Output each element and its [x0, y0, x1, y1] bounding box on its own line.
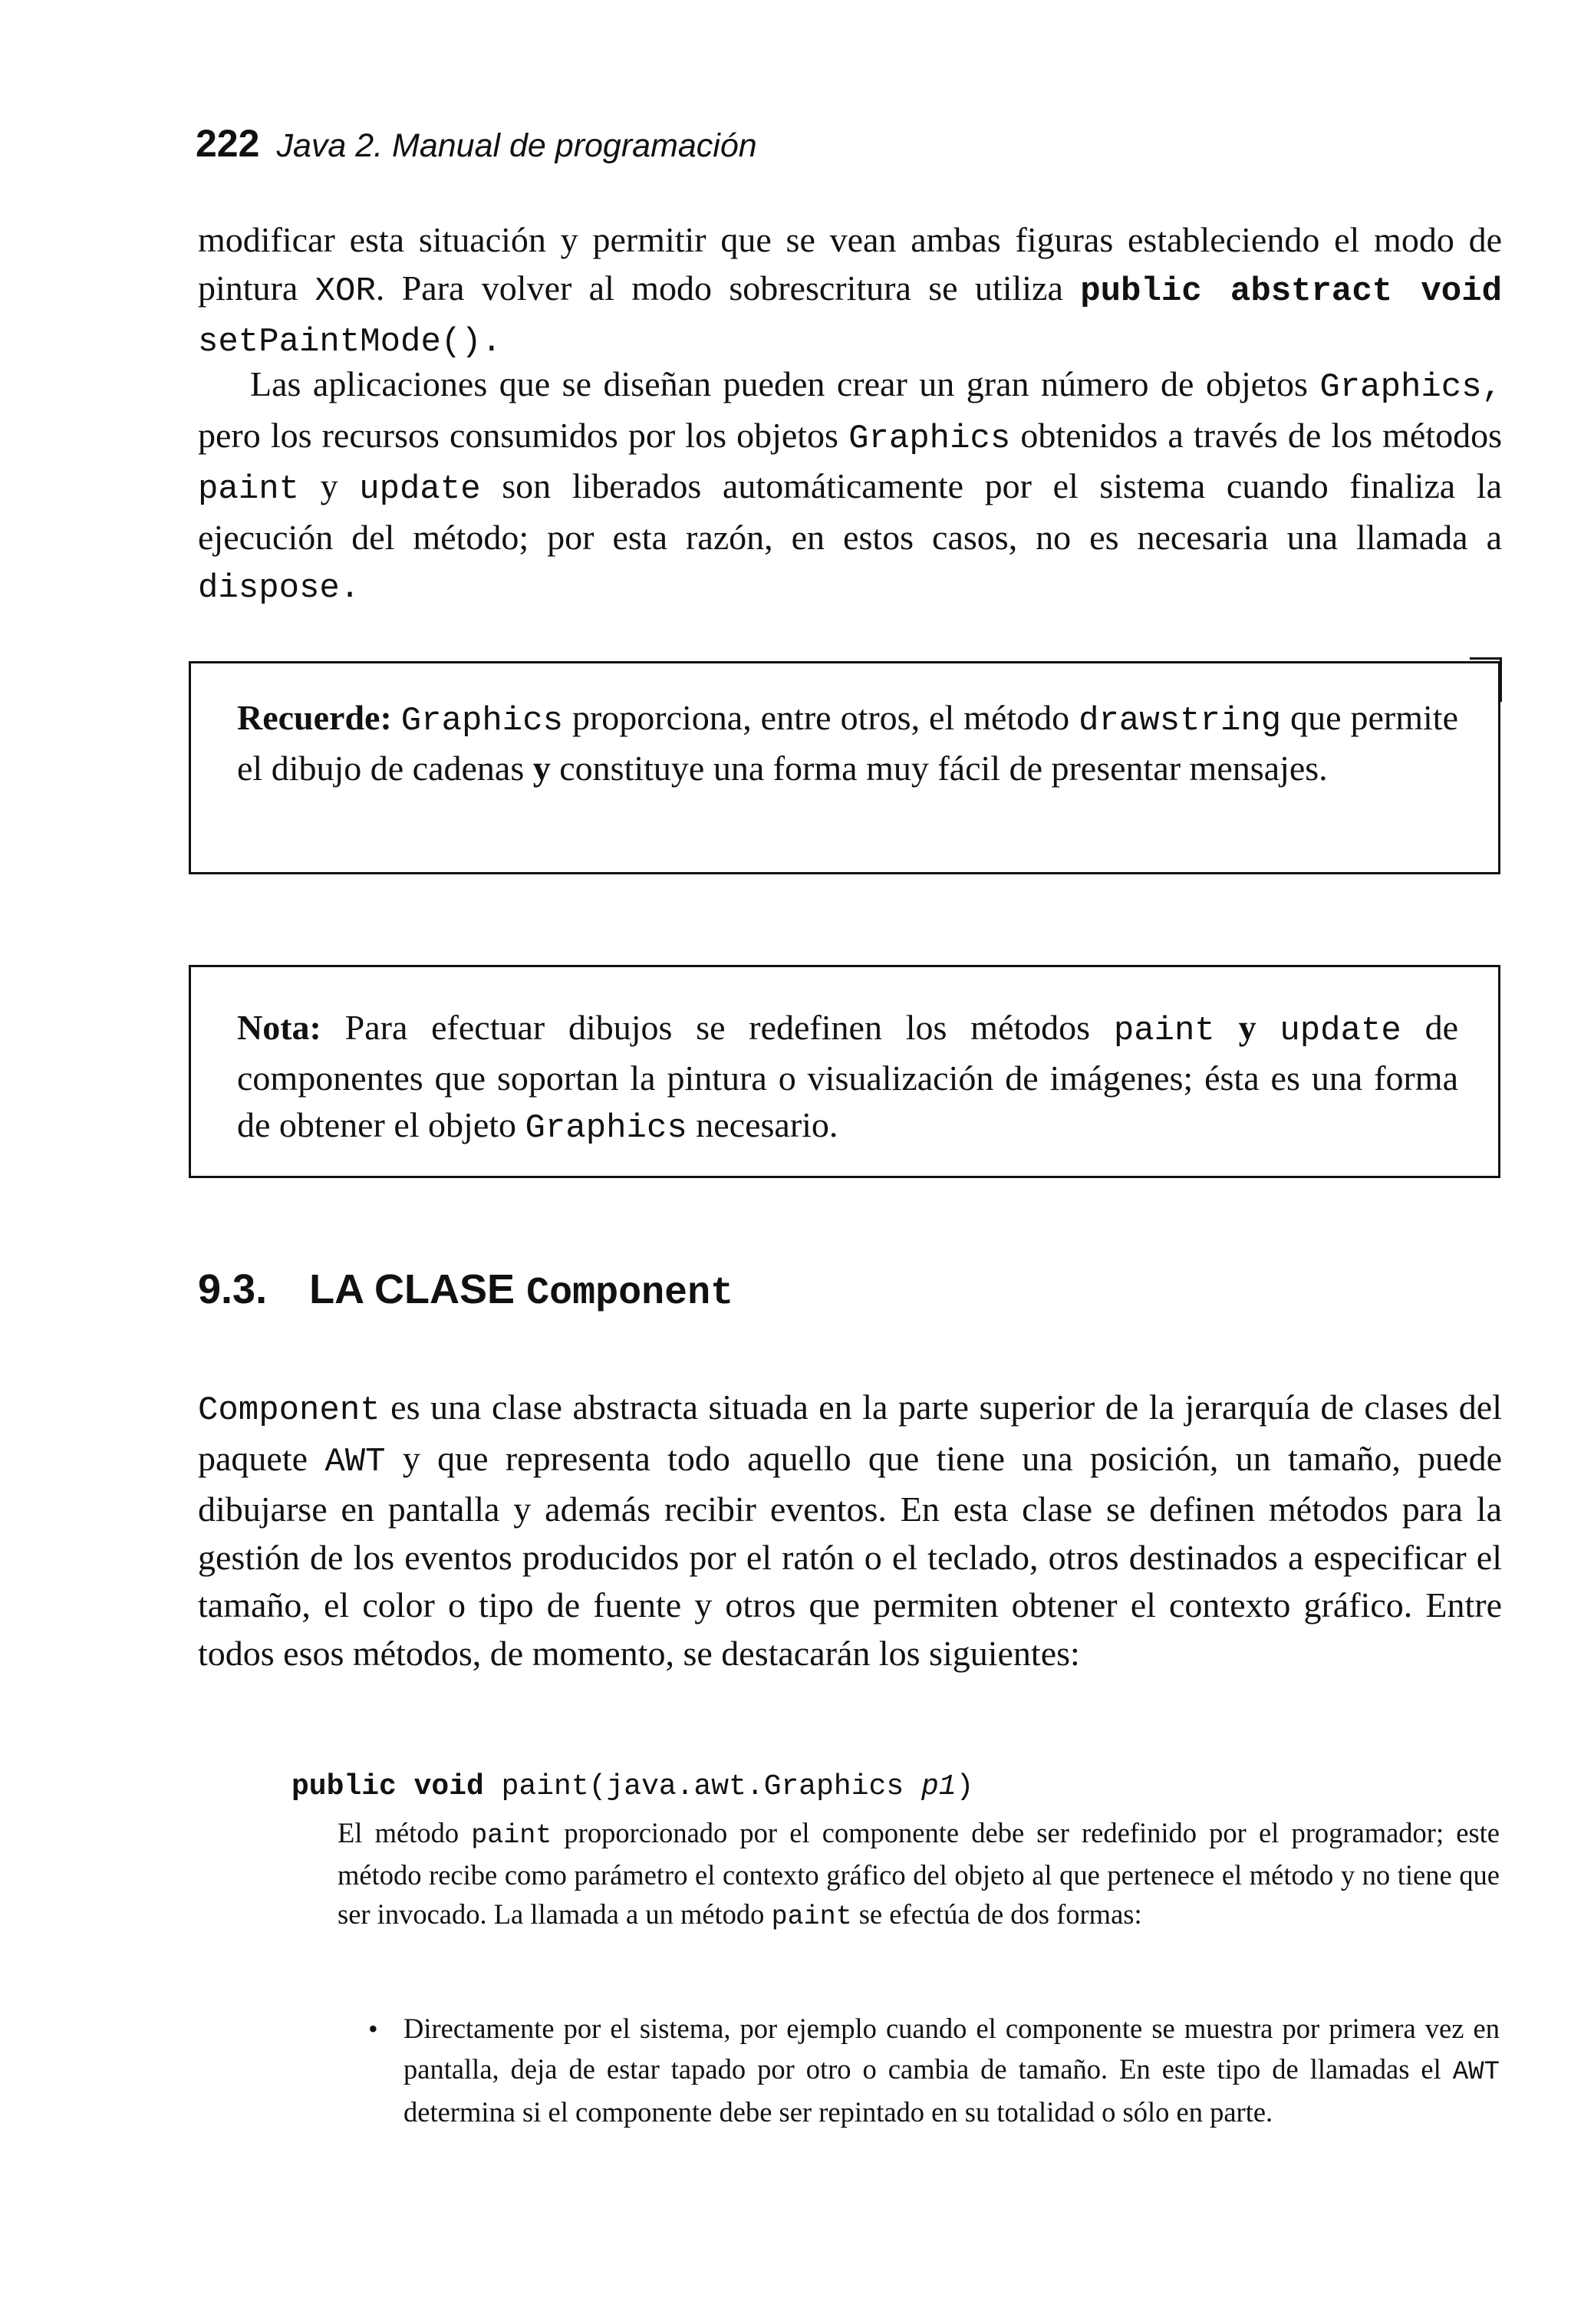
nota-box	[189, 965, 1500, 1178]
paragraph-graphics-objects	[198, 360, 1502, 613]
page-number: 222	[196, 122, 260, 165]
code-run: update	[359, 470, 481, 509]
text-run: y que representa todo aquello que tiene una posición, un tamaño, puede dibujarse en pantalla y además recibir eventos. En esta clase se definen métodos para la gestión de los eventos producidos por el ratón o el teclado, otros destinados a especificar el tamaño, el color o tipo de fuente y otros que permiten obtener el contexto gráfico. Entre todos esos métodos, de momento, se destacarán los siguientes:	[198, 1438, 1502, 1673]
text-run: modificar esta situación y permitir que se vean ambas figuras estableciendo el modo de pintura	[198, 220, 1502, 308]
paragraph-component-class	[198, 1384, 1502, 1677]
code-run: paint	[471, 1820, 552, 1851]
running-head	[196, 121, 757, 166]
nota-text	[237, 1004, 1458, 1152]
code-run: update	[1280, 1012, 1401, 1050]
text-run: y	[299, 466, 360, 505]
code-run: Graphics	[525, 1109, 687, 1147]
code-run: Component	[198, 1391, 380, 1430]
text-run: constituye una forma muy fácil de presentar mensajes.	[550, 749, 1328, 788]
section-number: 9.3.	[198, 1266, 268, 1312]
method-keywords: public void	[291, 1770, 484, 1803]
box-corner-mark	[1470, 657, 1502, 660]
code-run: dispose.	[198, 569, 361, 607]
code-run: AWT	[324, 1442, 386, 1481]
method-param: p1	[921, 1770, 957, 1803]
text-run: determina si el componente debe ser repintado en su totalidad o sólo en parte.	[403, 2096, 1273, 2128]
code-run: setPaintMode().	[198, 323, 502, 361]
text-run: necesario.	[687, 1105, 838, 1144]
code-run: XOR	[315, 272, 376, 311]
book-title: Java 2. Manual de programación	[276, 127, 757, 164]
bullet-icon: •	[368, 2013, 378, 2044]
method-description	[338, 1813, 1500, 1937]
text-run: proporcionado por el componente debe ser redefinido por el programador; este método recibe como parámetro el contexto gráfico del objeto al que pertenece el método y no tiene que ser invocado. La llamada a un método	[338, 1817, 1500, 1930]
nota-label: Nota:	[237, 1008, 321, 1047]
code-run: Graphics	[400, 702, 563, 740]
code-run: paint	[1113, 1012, 1215, 1050]
text-run: pero los recursos consumidos por los objetos	[198, 415, 849, 455]
text-run: y	[532, 749, 551, 788]
text-run: es una clase abstracta situada en la parte superior de la jerarquía de clases del paquete	[198, 1387, 1502, 1478]
code-run: Graphics	[848, 419, 1011, 458]
method-signature	[291, 1770, 973, 1803]
code-run: paint	[771, 1901, 852, 1932]
method-close: )	[956, 1770, 974, 1803]
recuerde-text	[237, 694, 1458, 792]
text-run: Para efectuar dibujos se redefinen los métodos	[321, 1008, 1114, 1047]
box-corner-mark	[1500, 657, 1502, 702]
recuerde-box	[189, 661, 1500, 874]
text-run: El método	[338, 1817, 472, 1848]
paragraph-xor-mode	[198, 216, 1502, 367]
recuerde-label: Recuerde:	[237, 698, 392, 737]
code-run: drawstring	[1079, 702, 1282, 740]
text-run: Directamente por el sistema, por ejemplo cuando el componente se muestra por primera vez en pantalla, deja de estar tapado por otro o cambia de tamaño. En este tipo de llamadas el	[403, 2013, 1500, 2085]
text-run: son liberados automáticamente por el sistema cuando finaliza la ejecución del método; por esta razón, en estos casos, no es necesaria una llamada a	[198, 466, 1503, 557]
text-run: de componentes que soportan la pintura o visualización de imágenes; ésta es una forma de obtener el objeto	[237, 1008, 1458, 1144]
text-run: que permite el dibujo de cadenas	[237, 698, 1459, 788]
code-run: Graphics,	[1319, 368, 1502, 407]
text-run: y	[1214, 1008, 1280, 1047]
text-run: Las aplicaciones que se diseñan pueden crear un gran número de objetos	[250, 364, 1320, 403]
code-keyword-run: public abstract void	[1080, 272, 1503, 311]
section-title-code: Component	[526, 1272, 734, 1315]
section-heading	[198, 1266, 733, 1315]
method-name: paint(java.awt.Graphics	[483, 1770, 921, 1803]
text-run: obtenidos a través de los métodos	[1010, 415, 1503, 455]
text-run: . Para volver al modo sobrescritura se utiliza	[375, 268, 1081, 308]
bullet-text	[403, 2009, 1500, 2133]
text-run: se efectúa de dos formas:	[851, 1898, 1142, 1930]
section-title: LA CLASE	[309, 1266, 515, 1312]
code-run: paint	[198, 470, 300, 509]
text-run: proporciona, entre otros, el método	[563, 698, 1079, 737]
code-run: AWT	[1452, 2057, 1500, 2087]
